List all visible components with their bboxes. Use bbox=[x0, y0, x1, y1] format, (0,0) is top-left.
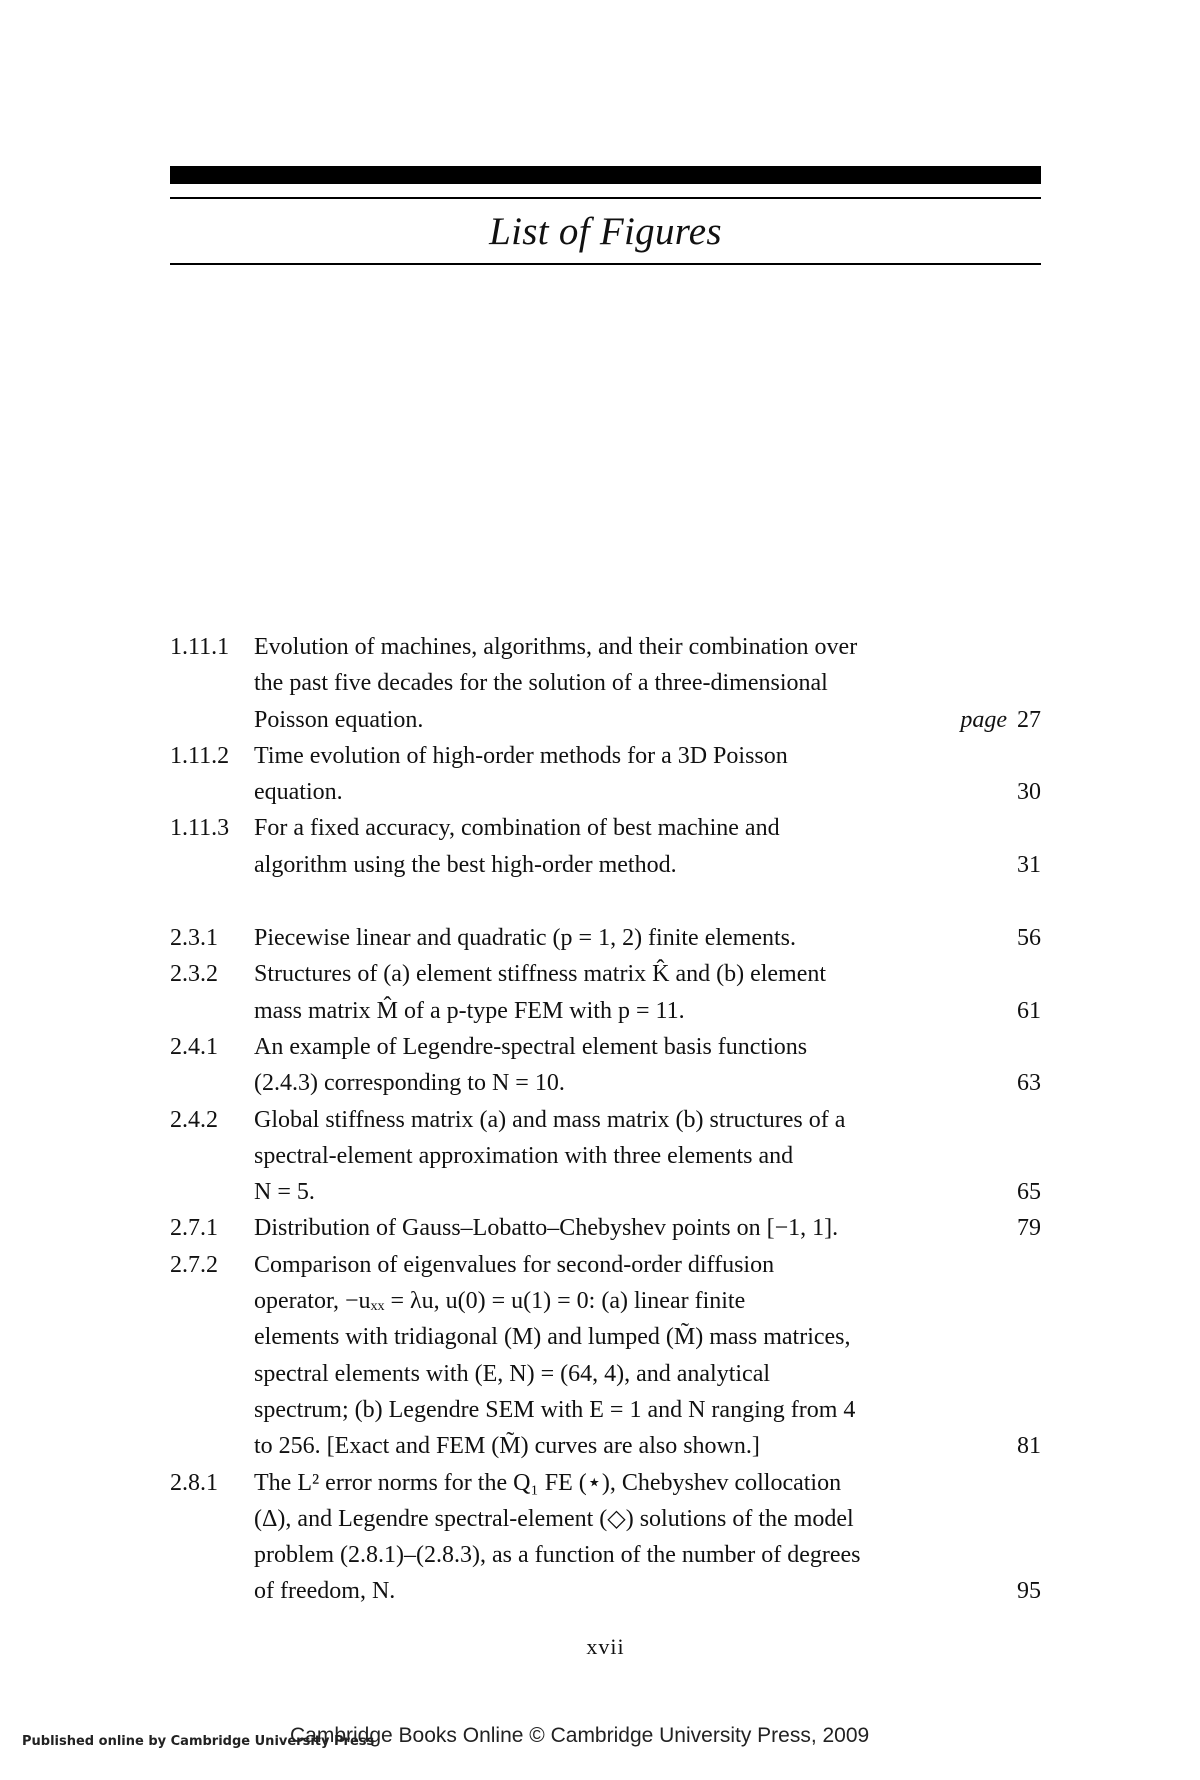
figure-page-number: 31 bbox=[1017, 851, 1041, 878]
footer-copyright: Cambridge Books Online © Cambridge University Press, 2009 bbox=[290, 1724, 870, 1747]
caption-line bbox=[254, 1465, 1041, 1501]
figure-page-number: 27 bbox=[1017, 706, 1041, 733]
figure-caption bbox=[254, 810, 1041, 883]
figure-number: 1.11.3 bbox=[170, 815, 230, 842]
caption-text: Evolution of machines, algorithms, and their combination over bbox=[254, 634, 858, 660]
caption-text: operator, −uₓₓ = λu, u(0) = u(1) = 0: (a) linear finite bbox=[254, 1288, 746, 1315]
caption-text: spectral-element approximation with three elements and bbox=[254, 1142, 794, 1169]
caption-line bbox=[254, 1210, 1041, 1246]
figure-number: 2.4.1 bbox=[170, 1033, 218, 1060]
caption-line bbox=[254, 993, 1041, 1029]
figure-page-ref bbox=[1003, 993, 1041, 1029]
caption-line bbox=[254, 1247, 1041, 1283]
figure-page-ref bbox=[1003, 1065, 1041, 1101]
figure-page-ref bbox=[1003, 774, 1041, 810]
figure-page-ref bbox=[1003, 1573, 1041, 1609]
caption-line bbox=[254, 1392, 1041, 1428]
figure-entry bbox=[170, 1029, 1041, 1102]
figure-page-number: 61 bbox=[1017, 997, 1041, 1024]
caption-text: mass matrix M̂ of a p-type FEM with p = 11. bbox=[254, 997, 685, 1024]
figure-page-ref bbox=[946, 702, 1041, 738]
figure-caption bbox=[254, 956, 1041, 1029]
caption-text: of freedom, N. bbox=[254, 1578, 396, 1605]
header-thin-rule-top bbox=[170, 197, 1041, 199]
caption-text: Global stiffness matrix (a) and mass matrix (b) structures of a bbox=[254, 1106, 846, 1133]
page-title: List of Figures bbox=[489, 210, 722, 253]
figure-number: 2.3.1 bbox=[170, 925, 218, 952]
figure-caption bbox=[254, 1465, 1041, 1610]
caption-text: Comparison of eigenvalues for second-order diffusion bbox=[254, 1251, 775, 1278]
header-thick-rule bbox=[170, 166, 1041, 184]
caption-line bbox=[254, 702, 1041, 738]
figure-caption bbox=[254, 1029, 1041, 1102]
figure-page-number: 79 bbox=[1017, 1215, 1041, 1242]
caption-line bbox=[254, 1428, 1041, 1464]
figure-entry bbox=[170, 629, 1041, 738]
caption-text: Poisson equation. bbox=[254, 706, 424, 733]
caption-line bbox=[254, 629, 1041, 665]
figure-page-ref bbox=[1003, 1174, 1041, 1210]
figure-number: 2.8.1 bbox=[170, 1469, 218, 1496]
figure-entry bbox=[170, 810, 1041, 883]
figure-page-number: 56 bbox=[1017, 925, 1041, 952]
caption-text: For a fixed accuracy, combination of best machine and bbox=[254, 815, 780, 842]
caption-line bbox=[254, 665, 1041, 701]
caption-line bbox=[254, 1065, 1041, 1101]
page-prefix-label: page bbox=[960, 706, 1007, 733]
figure-page-ref bbox=[1003, 847, 1041, 883]
figure-page-number: 63 bbox=[1017, 1070, 1041, 1097]
caption-line bbox=[254, 1283, 1041, 1319]
figure-number: 2.3.2 bbox=[170, 961, 218, 988]
figure-entry bbox=[170, 1465, 1041, 1610]
caption-text: Piecewise linear and quadratic (p = 1, 2) finite elements. bbox=[254, 925, 797, 952]
caption-line bbox=[254, 1501, 1041, 1537]
caption-text: (Δ), and Legendre spectral-element (◇) solutions of the model bbox=[254, 1505, 854, 1532]
figure-caption bbox=[254, 1102, 1041, 1211]
caption-text: the past five decades for the solution of a three-dimensional bbox=[254, 670, 828, 697]
caption-line bbox=[254, 1174, 1041, 1210]
caption-text: An example of Legendre-spectral element basis functions bbox=[254, 1033, 808, 1060]
caption-text: to 256. [Exact and FEM (M̃) curves are also shown.] bbox=[254, 1433, 760, 1460]
figure-caption bbox=[254, 738, 1041, 811]
caption-text: spectral elements with (E, N) = (64, 4), and analytical bbox=[254, 1360, 771, 1387]
figure-page-number: 95 bbox=[1017, 1578, 1041, 1605]
caption-text: problem (2.8.1)–(2.8.3), as a function of the number of degrees bbox=[254, 1542, 861, 1569]
footer-published-online: Published online by Cambridge University Press bbox=[22, 1734, 375, 1749]
figure-number: 2.7.1 bbox=[170, 1215, 218, 1242]
figure-entry bbox=[170, 1210, 1041, 1246]
header-thin-rule-bottom bbox=[170, 263, 1041, 265]
figure-entry bbox=[170, 1247, 1041, 1465]
figure-page-number: 65 bbox=[1017, 1179, 1041, 1206]
figure-entry bbox=[170, 920, 1041, 956]
caption-line bbox=[254, 1102, 1041, 1138]
figure-number: 1.11.2 bbox=[170, 742, 230, 769]
figure-entry bbox=[170, 1102, 1041, 1211]
caption-text: spectrum; (b) Legendre SEM with E = 1 and N ranging from 4 bbox=[254, 1396, 856, 1423]
caption-text: Time evolution of high-order methods for a 3D Poisson bbox=[254, 742, 788, 769]
caption-line bbox=[254, 1573, 1041, 1609]
caption-text: algorithm using the best high-order method. bbox=[254, 851, 677, 878]
caption-line bbox=[254, 920, 1041, 956]
caption-line bbox=[254, 956, 1041, 992]
caption-text: N = 5. bbox=[254, 1179, 315, 1206]
caption-line bbox=[254, 1319, 1041, 1355]
figure-list bbox=[170, 629, 1041, 1610]
figure-page-ref bbox=[1003, 1210, 1041, 1246]
figure-number: 2.4.2 bbox=[170, 1106, 218, 1133]
page-number: xvii bbox=[586, 1634, 625, 1659]
figure-page-number: 81 bbox=[1017, 1433, 1041, 1460]
caption-text: Distribution of Gauss–Lobatto–Chebyshev points on [−1, 1]. bbox=[254, 1215, 839, 1242]
caption-text: elements with tridiagonal (M) and lumped (M̃) mass matrices, bbox=[254, 1324, 851, 1351]
figure-entry bbox=[170, 738, 1041, 811]
caption-text: equation. bbox=[254, 779, 343, 806]
caption-line bbox=[254, 738, 1041, 774]
caption-line bbox=[254, 847, 1041, 883]
figure-entry bbox=[170, 956, 1041, 1029]
figure-number: 2.7.2 bbox=[170, 1251, 218, 1278]
caption-line bbox=[254, 1029, 1041, 1065]
figure-caption bbox=[254, 629, 1041, 738]
caption-line bbox=[254, 1138, 1041, 1174]
figure-page-number: 30 bbox=[1017, 779, 1041, 806]
figure-caption bbox=[254, 1247, 1041, 1465]
caption-line bbox=[254, 810, 1041, 846]
caption-text: The L² error norms for the Q₁ FE (⋆), Chebyshev collocation bbox=[254, 1469, 842, 1496]
figure-caption bbox=[254, 920, 1041, 956]
figure-caption bbox=[254, 1210, 1041, 1246]
caption-line bbox=[254, 1537, 1041, 1573]
caption-text: (2.4.3) corresponding to N = 10. bbox=[254, 1070, 565, 1097]
caption-line bbox=[254, 774, 1041, 810]
figure-page-ref bbox=[1003, 920, 1041, 956]
caption-line bbox=[254, 1356, 1041, 1392]
figure-page-ref bbox=[1003, 1428, 1041, 1464]
figure-number: 1.11.1 bbox=[170, 634, 230, 660]
caption-text: Structures of (a) element stiffness matrix K̂ and (b) element bbox=[254, 961, 827, 988]
